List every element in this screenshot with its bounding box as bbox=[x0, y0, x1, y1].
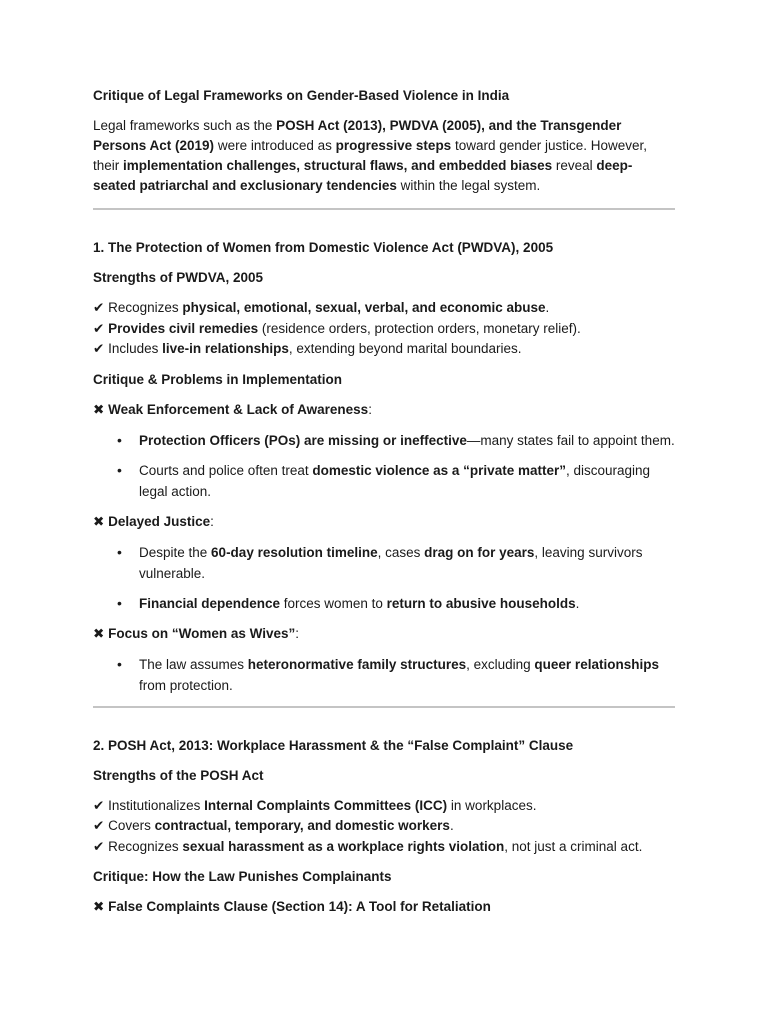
cross-icon: ✖ bbox=[93, 401, 105, 417]
section-heading-posh: 2. POSH Act, 2013: Workplace Harassment & the “False Complaint” Clause bbox=[93, 737, 574, 753]
strength-item bbox=[93, 339, 675, 360]
document-content bbox=[93, 86, 675, 927]
item-text: , excluding bbox=[466, 656, 535, 672]
item-text: , discouraging legal action. bbox=[139, 462, 651, 499]
item-text: , leaving survivors vulnerable. bbox=[139, 544, 643, 581]
problem-false-complaints bbox=[93, 897, 675, 917]
item-text: (residence orders, protection orders, monetary relief). bbox=[258, 320, 581, 336]
item-bold: 60-day resolution timeline bbox=[211, 544, 378, 560]
item-bold: live-in relationships bbox=[162, 341, 289, 356]
item-text: , cases bbox=[377, 544, 425, 560]
item-bold: contractual, temporary, and domestic workers bbox=[154, 818, 450, 833]
check-icon: ✔ bbox=[93, 797, 105, 813]
item-bold: Internal Complaints Committees (ICC) bbox=[204, 797, 448, 813]
strength-item bbox=[93, 319, 675, 340]
item-text: forces women to bbox=[280, 595, 387, 611]
section-divider bbox=[93, 208, 675, 210]
section-heading-pwdva: 1. The Protection of Women from Domestic Violence Act (PWDVA), 2005 bbox=[93, 240, 554, 255]
item-text: Despite the bbox=[139, 544, 212, 560]
document-title: Critique of Legal Frameworks on Gender-Based Violence in India bbox=[93, 88, 510, 103]
problem-weak-enforcement bbox=[93, 400, 675, 420]
critique-heading-pwdva: Critique & Problems in Implementation bbox=[93, 371, 343, 387]
problem-label: Delayed Justice bbox=[108, 513, 211, 529]
item-text: . bbox=[545, 300, 550, 315]
intro-bold: progressive steps bbox=[335, 138, 452, 153]
item-bold: sexual harassment as a workplace rights violation bbox=[182, 838, 505, 854]
check-icon: ✔ bbox=[93, 818, 105, 833]
problem-label: False Complaints Clause (Section 14): A Tool for Retaliation bbox=[108, 899, 491, 914]
intro-text: Legal frameworks such as the bbox=[93, 118, 277, 133]
check-icon: ✔ bbox=[93, 320, 105, 336]
item-text: , extending beyond marital boundaries. bbox=[288, 341, 522, 356]
problem-label: Focus on “Women as Wives” bbox=[108, 625, 296, 641]
problem-colon: : bbox=[295, 625, 300, 641]
item-text: Courts and police often treat bbox=[139, 462, 313, 478]
item-text: in workplaces. bbox=[447, 797, 537, 813]
problem-colon: : bbox=[368, 401, 372, 417]
item-bold: return to abusive households bbox=[386, 595, 576, 611]
strengths-heading-pwdva: Strengths of PWDVA, 2005 bbox=[93, 270, 264, 285]
intro-paragraph bbox=[93, 116, 675, 196]
intro-bold: POSH Act (2013), PWDVA (2005), and the Transgender Persons Act (2019) bbox=[93, 118, 622, 153]
item-bold: Financial dependence bbox=[139, 595, 281, 611]
item-text: Recognizes bbox=[108, 300, 183, 315]
strength-item bbox=[93, 298, 675, 319]
problem-list-weak-enforcement bbox=[93, 430, 675, 502]
problem-women-as-wives bbox=[93, 624, 675, 644]
check-icon: ✔ bbox=[93, 300, 105, 315]
list-item bbox=[139, 460, 675, 502]
item-bold: Provides civil remedies bbox=[108, 320, 259, 336]
item-bold: physical, emotional, sexual, verbal, and economic abuse bbox=[182, 300, 546, 315]
item-bold: Protection Officers (POs) are missing or ineffective bbox=[139, 432, 467, 448]
section-divider bbox=[93, 706, 675, 708]
list-item bbox=[139, 542, 675, 584]
item-bold: drag on for years bbox=[424, 544, 535, 560]
item-text: from protection. bbox=[139, 677, 233, 693]
strengths-list-pwdva bbox=[93, 298, 675, 360]
strength-item bbox=[93, 796, 675, 817]
item-text: Covers bbox=[108, 818, 155, 833]
item-text: , not just a criminal act. bbox=[504, 838, 643, 854]
check-icon: ✔ bbox=[93, 838, 105, 854]
cross-icon: ✖ bbox=[93, 513, 105, 529]
intro-text: toward gender justice. However, their bbox=[93, 138, 648, 173]
item-text: The law assumes bbox=[139, 656, 248, 672]
item-text: . bbox=[575, 595, 580, 611]
list-item bbox=[139, 593, 675, 614]
problem-list-women-as-wives bbox=[93, 654, 675, 696]
intro-bold: implementation challenges, structural flaws, and embedded biases bbox=[123, 158, 553, 173]
item-text: . bbox=[449, 818, 454, 833]
list-item bbox=[139, 430, 675, 451]
item-text: Institutionalizes bbox=[108, 797, 205, 813]
intro-text: were introduced as bbox=[214, 138, 336, 153]
strength-item bbox=[93, 816, 675, 837]
item-bold: domestic violence as a “private matter” bbox=[312, 462, 566, 478]
strength-item bbox=[93, 837, 675, 858]
strengths-list-posh bbox=[93, 796, 675, 858]
critique-heading-posh: Critique: How the Law Punishes Complainants bbox=[93, 869, 392, 884]
item-bold: queer relationships bbox=[534, 656, 659, 672]
problem-delayed-justice bbox=[93, 512, 675, 532]
intro-text: within the legal system. bbox=[396, 178, 541, 193]
cross-icon: ✖ bbox=[93, 625, 105, 641]
intro-text: reveal bbox=[552, 158, 597, 173]
check-icon: ✔ bbox=[93, 341, 105, 356]
list-item bbox=[139, 654, 675, 696]
item-text: Includes bbox=[108, 341, 163, 356]
item-text: Recognizes bbox=[108, 838, 183, 854]
intro-bold: deep-seated patriarchal and exclusionary tendencies bbox=[93, 158, 633, 193]
item-bold: heteronormative family structures bbox=[247, 656, 467, 672]
problem-colon: : bbox=[210, 513, 214, 529]
item-text: —many states fail to appoint them. bbox=[466, 432, 675, 448]
strengths-heading-posh: Strengths of the POSH Act bbox=[93, 767, 264, 783]
problem-list-delayed-justice bbox=[93, 542, 675, 614]
cross-icon: ✖ bbox=[93, 899, 105, 914]
problem-label: Weak Enforcement & Lack of Awareness bbox=[108, 401, 369, 417]
